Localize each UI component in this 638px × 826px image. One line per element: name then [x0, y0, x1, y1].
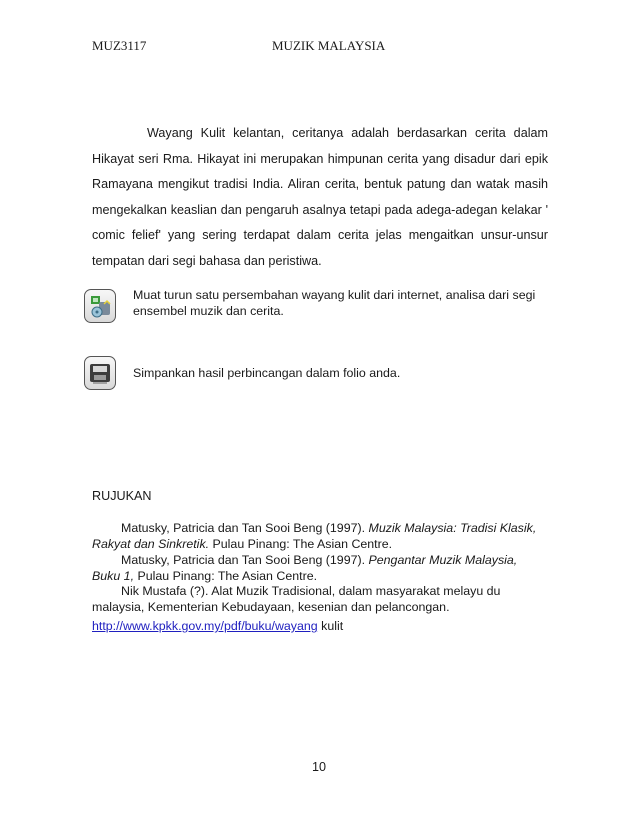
link-suffix: kulit [321, 619, 344, 633]
folio-save-icon [84, 356, 116, 390]
reference-1-publisher: Pulau Pinang: The Asian Centre. [209, 537, 393, 551]
document-header-title: MUZIK MALAYSIA [272, 38, 386, 53]
reference-link-line [92, 619, 343, 633]
reference-1-authors: Matusky, Patricia dan Tan Sooi Beng (1997). [121, 521, 369, 535]
reference-2-title: Pengantar Muzik Malaysia, Buku 1, [92, 553, 518, 583]
rujukan-heading: RUJUKAN [92, 489, 152, 503]
reference-3 [92, 583, 548, 615]
body-paragraph-text: Wayang Kulit kelantan, ceritanya adalah berdasarkan cerita dalam Hikayat seri Rma. Hikayat ini merupakan himpunan cerita yang disadur dari epik Ramayana mengikut tradisi India. Aliran cerita, bentuk patung dan watak masih mengekalkan keaslian dan pengaruh asalnya tetapi pada adega-adegan kelakar ' comic felief' yang sering terdapat dalam cerita jelas mengaitkan unsur-unsur tempatan dari segi bahasa dan peristiwa. [92, 126, 548, 268]
reference-1-title: Muzik Malaysia: Tradisi Klasik, Rakyat dan Sinkretik. [92, 521, 537, 551]
reference-2-publisher: Pulau Pinang: The Asian Centre. [134, 569, 318, 583]
reference-3-text: Nik Mustafa (?). Alat Muzik Tradisional, dalam masyarakat melayu du malaysia, Kementerian Kebudayaan, kesenian dan pelancongan. [92, 584, 501, 614]
computer-task-icon [84, 289, 116, 323]
reference-2-authors: Matusky, Patricia dan Tan Sooi Beng (1997). [121, 553, 369, 567]
task-save-text: Simpankan hasil perbincangan dalam folio anda. [133, 366, 401, 380]
reference-1 [92, 520, 548, 552]
body-paragraph [92, 121, 548, 274]
page-number: 10 [312, 760, 327, 774]
task-download-text: Muat turun satu persembahan wayang kulit dari internet, analisa dari segi ensembel muzik dan cerita. [133, 288, 536, 318]
reference-2 [92, 552, 548, 584]
course-code: MUZ3117 [92, 38, 147, 53]
kpkk-wayang-link[interactable]: http://www.kpkk.gov.my/pdf/buku/wayang [92, 619, 318, 633]
